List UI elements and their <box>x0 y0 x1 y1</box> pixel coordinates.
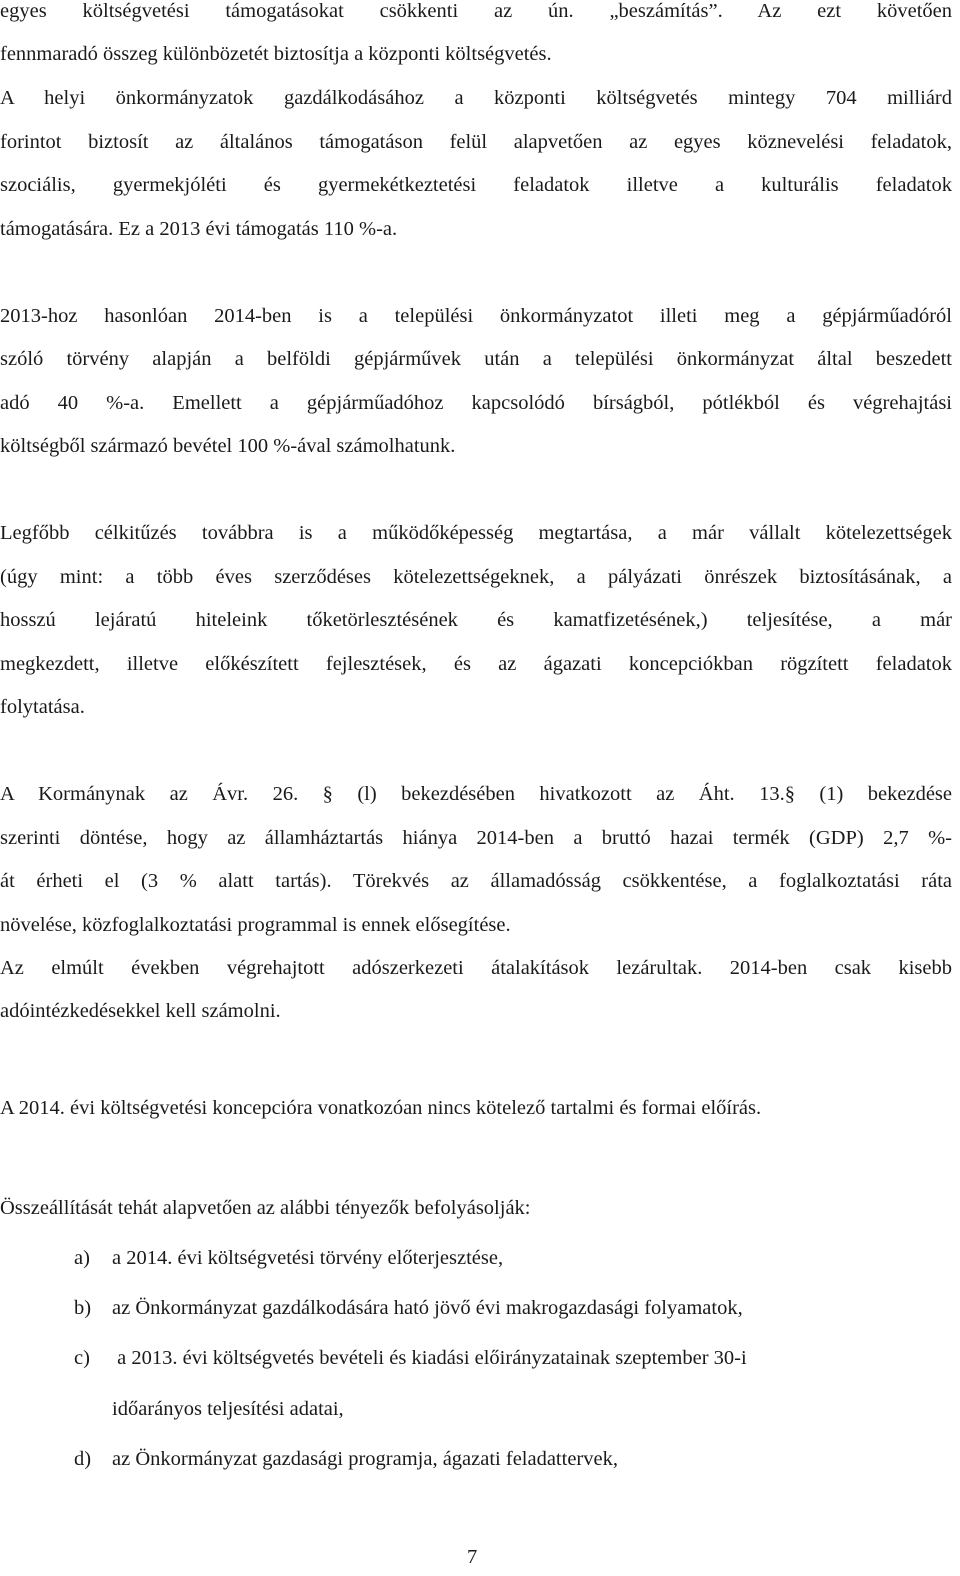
paragraph-1-line-1: egyes költségvetési támogatásokat csökkenti az ún. „beszámítás”. Az ezt követően <box>0 0 952 22</box>
paragraph-3-line-4: költségből származó bevétel 100 %-ával számolhatunk. <box>0 435 456 457</box>
paragraph-5-line-3: át érheti el (3 % alatt tartás). Törekvés az államadósság csökkentése, a foglalkoztatási ráta <box>0 870 952 892</box>
paragraph-4-line-5: folytatása. <box>0 696 85 718</box>
list-item-text: az Önkormányzat gazdasági programja, ágazati feladattervek, <box>112 1448 618 1470</box>
list-item-d <box>74 1448 618 1471</box>
paragraph-4-line-4: megkezdett, illetve előkészített fejlesztések, és az ágazati koncepciókban rögzített feladatok <box>0 653 952 675</box>
paragraph-2-line-2: forintot biztosít az általános támogatáson felül alapvetően az egyes köznevelési feladatok, <box>0 131 952 153</box>
paragraph-7: Összeállítását tehát alapvetően az alábbi tényezők befolyásolják: <box>0 1197 531 1219</box>
paragraph-3-line-3: adó 40 %-a. Emellett a gépjárműadóhoz kapcsolódó bírságból, pótlékból és végrehajtási <box>0 392 952 414</box>
paragraph-3-line-2: szóló törvény alapján a belföldi gépjárművek után a települési önkormányzat által beszedett <box>0 348 952 370</box>
paragraph-5-line-5: Az elmúlt években végrehajtott adószerkezeti átalakítások lezárultak. 2014-ben csak kisebb <box>0 957 952 979</box>
paragraph-4-line-2: (úgy mint: a több éves szerződéses kötelezettségeknek, a pályázati önrészek biztosításának, a <box>0 566 952 588</box>
paragraph-1-line-2: fennmaradó összeg különbözetét biztosítja a központi költségvetés. <box>0 43 552 65</box>
list-item-c <box>74 1347 747 1370</box>
list-marker: d) <box>74 1448 92 1470</box>
paragraph-3-line-1: 2013-hoz hasonlóan 2014-ben is a települési önkormányzatot illeti meg a gépjárműadóról <box>0 305 952 327</box>
list-item-b <box>74 1297 743 1320</box>
list-item-c-continuation: időarányos teljesítési adatai, <box>112 1398 344 1420</box>
list-marker: c) <box>74 1347 90 1369</box>
paragraph-2-line-3: szociális, gyermekjóléti és gyermekétkeztetési feladatok illetve a kulturális feladatok <box>0 174 952 196</box>
list-item-a <box>74 1247 503 1270</box>
list-item-text: a 2013. évi költségvetés bevételi és kiadási előirányzatainak szeptember 30-i <box>112 1347 747 1369</box>
list-marker: b) <box>74 1297 92 1319</box>
list-item-text: az Önkormányzat gazdálkodására ható jövő évi makrogazdasági folyamatok, <box>112 1297 743 1319</box>
paragraph-2-line-4: támogatására. Ez a 2013 évi támogatás 110 %-a. <box>0 218 398 240</box>
paragraph-5-line-2: szerinti döntése, hogy az államháztartás hiánya 2014-ben a bruttó hazai termék (GDP) 2,7 %- <box>0 827 952 849</box>
paragraph-5-line-1: A Kormánynak az Ávr. 26. § (l) bekezdésében hivatkozott az Áht. 13.§ (1) bekezdése <box>0 783 952 805</box>
paragraph-5-line-4: növelése, közfoglalkoztatási programmal is ennek elősegítése. <box>0 914 511 936</box>
list-item-text: a 2014. évi költségvetési törvény előterjesztése, <box>112 1247 504 1269</box>
paragraph-6: A 2014. évi költségvetési koncepcióra vonatkozóan nincs kötelező tartalmi és formai előírás. <box>0 1097 762 1119</box>
list-marker: a) <box>74 1247 90 1269</box>
paragraph-2-line-1: A helyi önkormányzatok gazdálkodásához a központi költségvetés mintegy 704 milliárd <box>0 87 952 109</box>
paragraph-5-line-6: adóintézkedésekkel kell számolni. <box>0 1000 281 1022</box>
page-number: 7 <box>467 1546 478 1568</box>
paragraph-4-line-3: hosszú lejáratú hiteleink tőketörlesztésének és kamatfizetésének,) teljesítése, a már <box>0 609 952 631</box>
paragraph-4-line-1: Legfőbb célkitűzés továbbra is a működőképesség megtartása, a már vállalt kötelezettségek <box>0 522 952 544</box>
